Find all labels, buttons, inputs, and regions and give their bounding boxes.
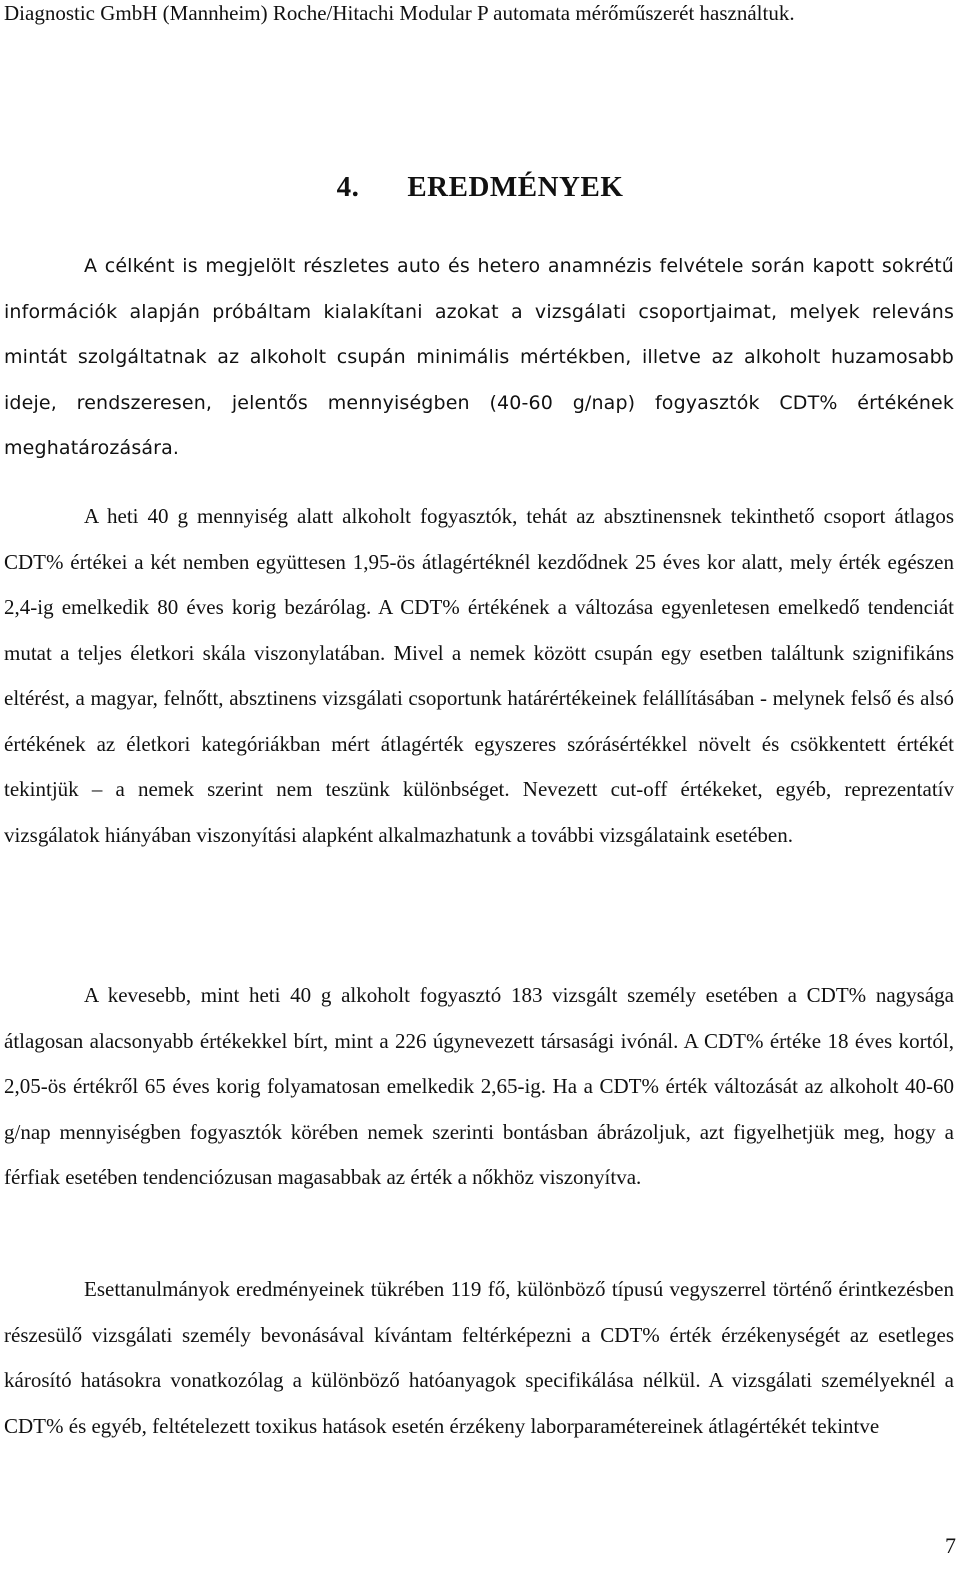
section-heading [0, 171, 960, 204]
body-paragraph-1: A célként is megjelölt részletes auto és hetero anamnézis felvétele során kapott sokrétű információk alapján próbáltam kialakítani azokat a vizsgálati csoportjaimat, melyek releváns mintát szolgáltatnak az alkoholt csupán minimális mértékben, illetve az alkoholt huzamosabb ideje, rendszeresen, jelentős mennyiségben (40-60 g/nap) fogyasztók CDT% értékének meghatározására. [4, 255, 954, 459]
body-paragraph-4: Esettanulmányok eredményeinek tükrében 119 fő, különböző típusú vegyszerrel történő érintkezésben részesülő vizsgálati személy bevonásával kívántam feltérképezni a CDT% érték érzékenységét az esetleges károsító hatásokra vonatkozólag a különböző hatóanyagok specifikálása nélkül. A vizsgálati személyeknél a CDT% és egyéb, feltételezett toxikus hatások esetén érzékeny laborparamétereinek átlagértékét tekintve [4, 1277, 954, 1438]
section-title: EREDMÉNYEK [407, 171, 624, 203]
page-number: 7 [945, 1533, 956, 1558]
section-number: 4. [336, 171, 360, 203]
body-paragraph-2: A heti 40 g mennyiség alatt alkoholt fogyasztók, tehát az absztinensnek tekinthető csoport átlagos CDT% értékei a két nemben együttesen 1,95-ös átlagértéknél kezdődnek 25 éves kor alatt, mely érték egészen 2,4-ig emelkedik 80 éves korig bezárólag. A CDT% értékének a változása egyenletesen emelkedő tendenciát mutat a teljes életkori skála viszonylatában. Mivel a nemek között csupán egy esetben találtunk szignifikáns eltérést, a magyar, felnőtt, absztinens vizsgálati csoportunk határértékeinek felállításában - melynek felső és alsó értékének az életkori kategóriákban mért átlagérték egyszeres szórásértékkel növelt és csökkentett értékét tekintjük – a nemek szerint nem teszünk különbséget. Nevezett cut-off értékeket, egyéb, reprezentatív vizsgálatok hiányában viszonyítási alapként alkalmazhatunk a további vizsgálataink esetében. [4, 504, 954, 847]
intro-paragraph-fragment: Diagnostic GmbH (Mannheim) Roche/Hitachi Modular P automata mérőműszerét használtuk. [4, 1, 795, 25]
body-paragraph-3: A kevesebb, mint heti 40 g alkoholt fogyasztó 183 vizsgált személy esetében a CDT% nagysága átlagosan alacsonyabb értékekkel bírt, mint a 226 úgynevezett társasági ivónál. A CDT% értéke 18 éves kortól, 2,05-ös értékről 65 éves korig folyamatosan emelkedik 2,65-ig. Ha a CDT% érték változását az alkoholt 40-60 g/nap mennyiségben fogyasztók körében nemek szerinti bontásban ábrázoljuk, azt figyelhetjük meg, hogy a férfiak esetében tendenciózusan magasabbak az érték a nőkhöz viszonyítva. [4, 983, 954, 1189]
